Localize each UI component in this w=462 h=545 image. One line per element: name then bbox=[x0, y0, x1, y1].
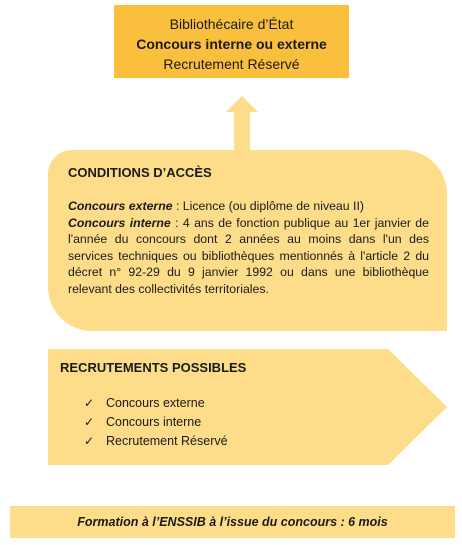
conditions-externe bbox=[68, 198, 429, 215]
header-line-recrutement: Recrutement Réservé bbox=[163, 56, 300, 72]
conditions-interne bbox=[68, 215, 429, 298]
concours-interne-label: Concours interne bbox=[68, 215, 171, 230]
checkmark-icon: ✓ bbox=[84, 396, 95, 410]
list-item-label: Recrutement Réservé bbox=[106, 434, 228, 448]
concours-interne-text: : 4 ans de fonction publique au 1er janvier de l'année du concours dont 2 années au moins dans l'un des services techniques ou bibliothèques mentionnés à l'article 2 du décret n° 92-29 du 9 janvier 1992 ou dans une bibliothèque relevant des collectivités territoriales. bbox=[68, 215, 429, 296]
up-arrow-icon bbox=[226, 96, 258, 152]
list-item bbox=[84, 394, 228, 413]
list-item bbox=[84, 432, 228, 451]
recrutements-title: RECRUTEMENTS POSSIBLES bbox=[60, 360, 247, 375]
recrutements-list bbox=[84, 394, 228, 451]
checkmark-icon: ✓ bbox=[84, 415, 95, 429]
conditions-title: CONDITIONS D’ACCÈS bbox=[68, 165, 212, 180]
header-line-concours: Concours interne ou externe bbox=[136, 36, 327, 52]
recrutements-possibles-box bbox=[48, 349, 447, 465]
header-line-title: Bibliothécaire d’État bbox=[169, 16, 294, 32]
concours-externe-label: Concours externe bbox=[68, 199, 173, 213]
bibliothecaire-header-box bbox=[114, 5, 349, 78]
list-item-label: Concours externe bbox=[106, 396, 205, 410]
checkmark-icon: ✓ bbox=[84, 434, 95, 448]
list-item-label: Concours interne bbox=[106, 415, 202, 429]
conditions-acces-box bbox=[48, 150, 447, 331]
concours-externe-text: : Licence (ou diplôme de niveau II) bbox=[172, 199, 364, 213]
list-item bbox=[84, 413, 228, 432]
formation-bar: Formation à l’ENSSIB à l’issue du concours : 6 mois bbox=[10, 506, 455, 538]
